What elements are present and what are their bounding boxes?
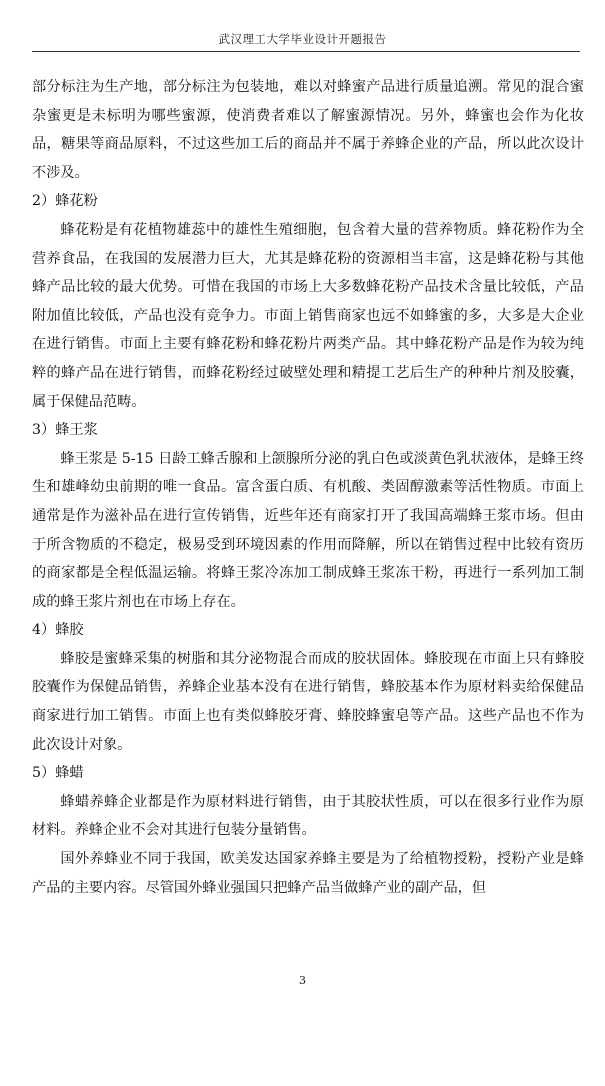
page-number: 3 (299, 974, 306, 987)
paragraph-royal-jelly: 蜂王浆是 5-15 日龄工蜂舌腺和上颌腺所分泌的乳白色或淡黄色乳状液体，是蜂王终生和雄峰幼虫前期的唯一食品。富含蛋白质、有机酸、类固醇激素等活性物质。市面上通常是作为滋补品在进行宣传销售，近些年还有商家打开了我国高端蜂王浆市场。但由于所含物质的不稳定，极易受到环境因素的作用而降解，所以在销售过程中比较有资历的商家都是全程低温运输。将蜂王浆冷冻加工制成蜂王浆冻干粉，再进行一系列加工制成的蜂王浆片剂也在市场上存在。 (32, 450, 584, 610)
paragraph-propolis: 蜂胶是蜜蜂采集的树脂和其分泌物混合而成的胶状固体。蜂胶现在市面上只有蜂胶胶囊作为保健品销售，养蜂企业基本没有在进行销售，蜂胶基本作为原材料卖给保健品商家进行加工销售。市面上也有类似蜂胶牙膏、蜂胶蜂蜜皂等产品。这些产品也不作为此次设计对象。 (32, 650, 584, 753)
header-divider (32, 51, 580, 52)
paragraph-honey-continuation: 部分标注为生产地，部分标注为包装地，难以对蜂蜜产品进行质量追溯。常见的混合蜜杂蜜更是未标明为哪些蜜源，使消费者难以了解蜜源情况。另外，蜂蜜也会作为化妆品，糖果等商品原料，不过这些加工后的商品并不属于养蜂企业的产品，所以此次设计不涉及。 (32, 79, 584, 181)
paragraph-foreign-beekeeping: 国外养蜂业不同于我国，欧美发达国家养蜂主要是为了给植物授粉，授粉产业是蜂产品的主要内容。尽管国外蜂业强国只把蜂产品当做蜂产业的副产品，但 (32, 851, 584, 896)
section-heading-beeswax: 5）蜂蜡 (32, 765, 84, 782)
page-header: 武汉理工大学毕业设计开题报告 (218, 32, 387, 46)
section-heading-pollen: 2）蜂花粉 (32, 193, 98, 210)
document-body (32, 73, 584, 902)
section-heading-propolis: 4）蜂胶 (32, 622, 84, 639)
section-heading-royal-jelly: 3）蜂王浆 (32, 422, 98, 439)
paragraph-pollen: 蜂花粉是有花植物雄蕊中的雄性生殖细胞，包含着大量的营养物质。蜂花粉作为全营养食品，在我国的发展潜力巨大，尤其是蜂花粉的资源相当丰富，这是蜂花粉与其他蜂产品比较的最大优势。可惜在我国的市场上大多数蜂花粉产品技术含量比较低，产品附加值比较低，产品也没有竞争力。市面上销售商家也远不如蜂蜜的多，大多是大企业在进行销售。市面上主要有蜂花粉和蜂花粉片两类产品。其中蜂花粉产品是作为较为纯粹的蜂产品在进行销售，而蜂花粉经过破壁处理和精提工艺后生产的种种片剂及胶囊，属于保健品范畴。 (32, 221, 584, 410)
paragraph-beeswax: 蜂蜡养蜂企业都是作为原材料进行销售，由于其胶状性质，可以在很多行业作为原材料。养蜂企业不会对其进行包装分量销售。 (32, 793, 584, 839)
